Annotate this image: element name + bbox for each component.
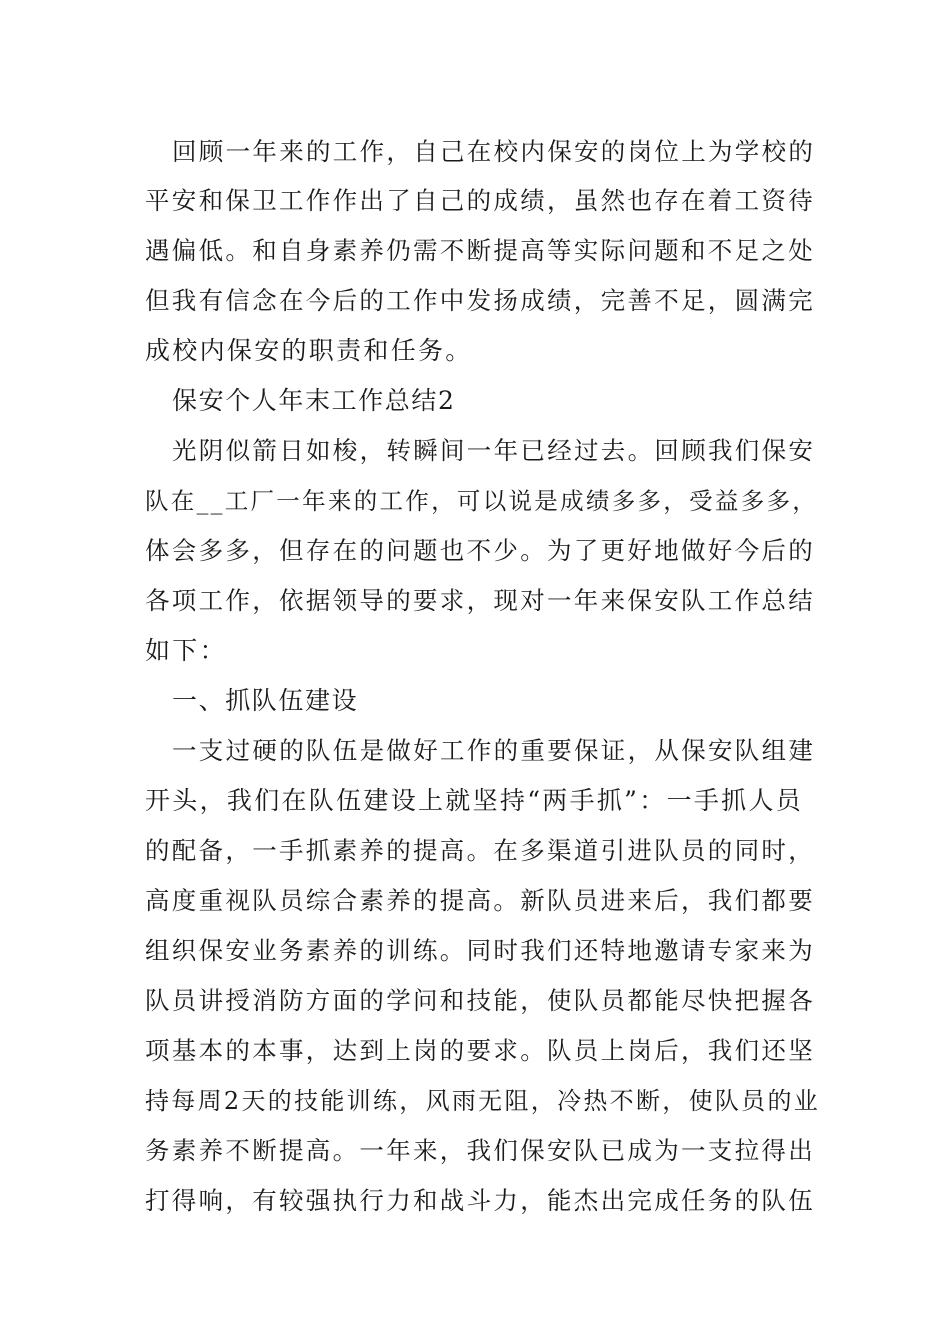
text-line: 但我有信念在今后的工作中发扬成绩，完善不足，圆满完 [145,286,815,315]
section-heading: 保安个人年末工作总结2 [172,386,456,415]
text-line: 开头，我们在队伍建设上就坚持“两手抓”：一手抓人员 [145,786,804,815]
text-line: 光阴似箭日如梭，转瞬间一年已经过去。回顾我们保安 [172,436,816,465]
text-line: 组织保安业务素养的训练。同时我们还特地邀请专家来为 [145,936,815,965]
text-line: 回顾一年来的工作，自己在校内保安的岗位上为学校的 [172,137,816,166]
text-line: 平安和保卫工作作出了自己的成绩，虽然也存在着工资待 [145,186,815,215]
text-line: 成校内保安的职责和任务。 [145,336,473,365]
text-line: 一支过硬的队伍是做好工作的重要保证，从保安队组建 [172,736,816,765]
section-heading: 一、抓队伍建设 [172,686,359,715]
text-line: 打得响，有较强执行力和战斗力，能杰出完成任务的队伍 [145,1186,815,1215]
text-line: 务素养不断提高。一年来，我们保安队已成为一支拉得出 [145,1136,815,1165]
text-line: 遇偏低。和自身素养仍需不断提高等实际问题和不足之处 [145,236,815,265]
text-line: 如下： [145,636,227,665]
text-line: 队员讲授消防方面的学问和技能，使队员都能尽快把握各 [145,986,815,1015]
text-line: 持每周2天的技能训练，风雨无阻，冷热不断，使队员的业 [145,1087,821,1115]
text-line: 项基本的本事，达到上岗的要求。队员上岗后，我们还坚 [145,1036,815,1065]
text-line: 队在__工厂一年来的工作，可以说是成绩多多，受益多多， [145,487,819,515]
text-line: 各项工作，依据领导的要求，现对一年来保安队工作总结 [145,586,815,615]
text-line: 体会多多，但存在的问题也不少。为了更好地做好今后的 [145,536,815,565]
text-line: 的配备，一手抓素养的提高。在多渠道引进队员的同时， [145,836,815,865]
text-line: 高度重视队员综合素养的提高。新队员进来后，我们都要 [145,886,815,915]
